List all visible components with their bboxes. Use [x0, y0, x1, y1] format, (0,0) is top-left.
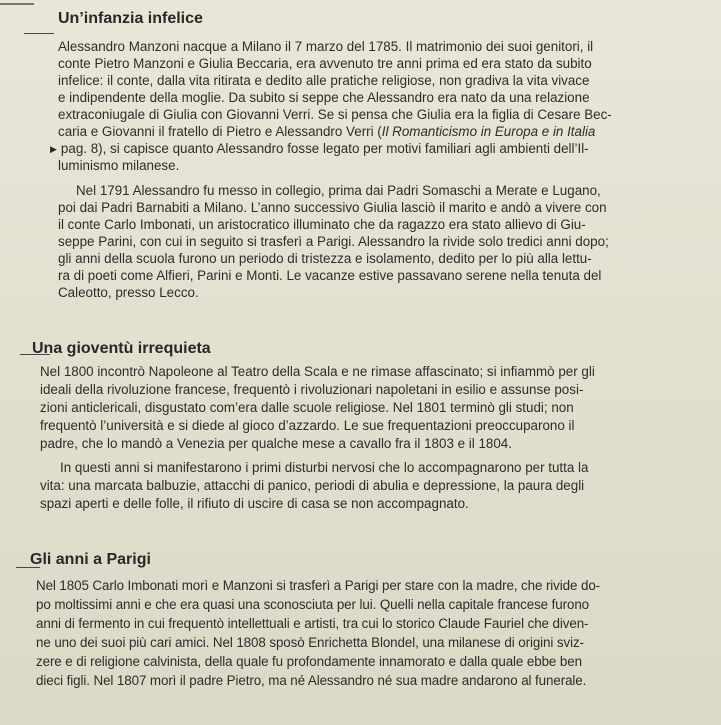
- cross-reference-title: Il Romanticismo in Europa e in Italia: [381, 124, 596, 139]
- paragraph-line: infelice: il conte, dalla vita ritirata e dedito alle pratiche religiose, non gradiva la vita vivace: [58, 73, 590, 88]
- paragraph-line: spazi aperti e delle folle, il rifiuto di uscire di casa se non accompagnato.: [40, 496, 469, 511]
- paragraph-line: Nel 1791 Alessandro fu messo in collegio, prima dai Padri Somaschi a Merate e Lugano,: [76, 183, 601, 198]
- top-corner-rule: [0, 3, 34, 5]
- paragraph-line: poi dai Padri Barnabiti a Milano. L’anno successivo Giulia lasciò il marito e andò a vivere con: [58, 200, 607, 215]
- cross-reference-arrow-icon: ▶: [50, 144, 57, 154]
- paragraph-line: Nel 1800 incontrò Napoleone al Teatro della Scala e ne rimase affascinato; si infiammò per gli: [40, 364, 595, 379]
- paragraph-line-text: pag. 8), si capisce quanto Alessandro fosse legato per motivi familiari agli ambienti dell’Il-: [60, 141, 589, 156]
- section-heading-gioventu: Una gioventù irrequieta: [32, 340, 211, 357]
- paragraph-line: e indipendente della moglie. Da subito si seppe che Alessandro era nato da una relazione: [58, 90, 590, 105]
- paragraph-line: Alessandro Manzoni nacque a Milano il 7 marzo del 1785. Il matrimonio dei suoi genitori, il: [58, 39, 594, 54]
- section-heading-parigi: Gli anni a Parigi: [30, 551, 151, 568]
- paragraph-line: gli anni della scuola furono un periodo di tristezza e isolamento, dedito per lo più alla lettu-: [58, 251, 592, 266]
- paragraph-line: zioni anticlericali, disgustato com’era dalle scuole religiose. Nel 1801 terminò gli studi; non: [40, 400, 574, 415]
- paragraph-line: conte Pietro Manzoni e Giulia Beccaria, era avvenuto tre anni prima ed era stato da subito: [58, 56, 592, 71]
- paragraph-line: zere e di religione calvinista, della quale fu profondamente innamorato e dalla quale ebbe ben: [36, 654, 582, 669]
- paragraph-line: ra di poeti come Alfieri, Parini e Monti. Le vacanze estive passavano serene nella tenuta del: [58, 268, 602, 283]
- paragraph-line: seppe Parini, con cui in seguito si trasferì a Parigi. Alessandro la rivide solo tredici anni dopo;: [58, 234, 609, 249]
- section-rule-infanzia: [24, 33, 54, 34]
- paragraph-line: extraconiugale di Giulia con Giovanni Verri. Se si pensa che Giulia era la figlia di Cesare Bec-: [58, 107, 612, 122]
- paragraph-line: ideali della rivoluzione francese, frequentò i rivoluzionari napoletani in esilio e assunse posi-: [40, 382, 584, 397]
- section-heading-infanzia: Un’infanzia infelice: [58, 10, 203, 27]
- paragraph-line: [58, 123, 595, 140]
- paragraph-line: anni di fermento in cui frequentò intellettuali e artisti, tra cui lo storico Claude Fauriel che diven-: [36, 616, 589, 631]
- paragraph-line-text: caria e Giovanni il fratello di Pietro e Alessandro Verri (: [58, 124, 382, 139]
- paragraph-line: frequentò l’università e si diede al gioco d’azzardo. Le sue frequentazioni preoccuparono il: [40, 418, 575, 433]
- paragraph-line: ne uno dei suoi più cari amici. Nel 1808 sposò Enrichetta Blondel, una milanese di origini sviz-: [36, 635, 584, 650]
- paragraph-line: po moltissimi anni e che era quasi una sconosciuta per lui. Quelli nella capitale francese furono: [36, 597, 590, 612]
- paragraph-line: Caleotto, presso Lecco.: [58, 285, 199, 300]
- paragraph-line: padre, che lo mandò a Venezia per qualche mese a cavallo fra il 1803 e il 1804.: [40, 436, 512, 451]
- paragraph-line: In questi anni si manifestarono i primi disturbi nervosi che lo accompagnarono per tutta la: [60, 460, 589, 475]
- paragraph-line: Nel 1805 Carlo Imbonati morì e Manzoni si trasferì a Parigi per stare con la madre, che rivide do-: [36, 578, 601, 593]
- paragraph-line: dieci figli. Nel 1807 morì il padre Pietro, ma né Alessandro né sua madre andarono al funerale.: [36, 673, 587, 688]
- paragraph-line: [50, 140, 589, 158]
- paragraph-line: luminismo milanese.: [58, 158, 180, 173]
- paragraph-line: il conte Carlo Imbonati, un aristocratico illuminato che da ragazzo era stato allievo di Giu-: [58, 217, 586, 232]
- paragraph-line: vita: una marcata balbuzie, attacchi di panico, periodi di abulia e depressione, la paura degli: [40, 478, 585, 493]
